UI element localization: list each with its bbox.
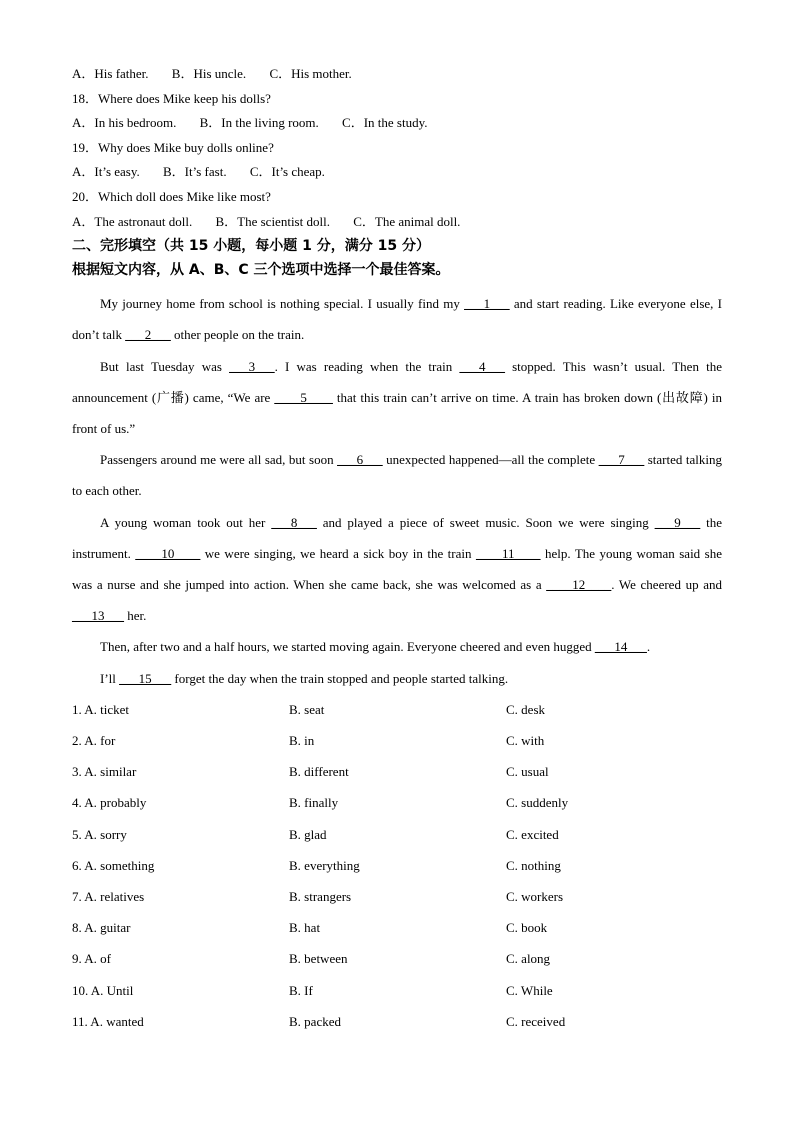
blank-6: ___6___ [337, 452, 383, 468]
option-b: B. seat [289, 701, 325, 717]
option-c: C. usual [506, 764, 549, 780]
text: help. The young woman said she was a nurse and she jumped into action. When she came back, she was welcomed as a [72, 545, 722, 592]
option-b: B. packed [289, 1013, 341, 1029]
paragraph-6 [72, 663, 722, 694]
option-c: C. While [506, 982, 553, 998]
text: other people on the train. [170, 327, 305, 343]
paragraph-4 [72, 507, 722, 632]
q19-options [72, 160, 722, 185]
option-b: B. different [289, 764, 349, 780]
options-list [72, 694, 722, 1037]
text: A young woman took out her [100, 514, 272, 530]
text: . I was reading when the train [274, 358, 460, 374]
blank-3: ___3___ [229, 358, 275, 374]
option-a: 2. A. for [72, 733, 116, 748]
section-instruction: 根据短文内容，从 A、B、C 三个选项中选择一个最佳答案。 [72, 262, 450, 279]
option-a: A．His father. [72, 66, 149, 81]
option-b: B. between [289, 951, 348, 967]
blank-10: ____10____ [135, 545, 201, 561]
option-b: B．The scientist doll. [215, 213, 330, 229]
blank-4: ___4___ [459, 358, 505, 374]
option-row [72, 725, 722, 756]
blank-13: ___13___ [72, 608, 124, 624]
option-a: 3. A. similar [72, 764, 137, 780]
q18-options [72, 111, 722, 136]
blank-7: ___7___ [598, 452, 645, 468]
text: Then, after two and a half hours, we started moving again. Everyone cheered and even hugged [100, 639, 595, 655]
option-a: A．It’s easy. [72, 164, 140, 180]
text: the instrument. [72, 514, 722, 561]
option-b: B．In the living room. [199, 115, 319, 131]
blank-9: ___9___ [654, 514, 701, 530]
option-a: 6. A. something [72, 857, 155, 873]
blank-2: ___2___ [125, 327, 171, 343]
text: But last Tuesday was [100, 358, 230, 374]
option-c: C．The animal doll. [353, 213, 461, 229]
blank-14: ___14___ [594, 639, 647, 655]
option-a: 9. A. of [72, 951, 111, 967]
blank-12: ____12____ [546, 576, 612, 592]
option-b: B．It’s fast. [163, 164, 227, 180]
blank-8: ___8___ [271, 514, 317, 530]
option-row [72, 1006, 722, 1037]
option-row [72, 694, 722, 725]
option-row [72, 819, 722, 850]
option-a: 7. A. relatives [72, 889, 145, 905]
cloze-passage [72, 288, 722, 694]
option-row [72, 881, 722, 912]
text: that this train can’t arrive on time. A train has broken down (出故障) in front of us.” [72, 389, 722, 436]
option-a: A．In his bedroom. [72, 115, 177, 131]
option-c: C. excited [506, 826, 559, 842]
text: . We cheered up and [611, 576, 722, 592]
option-b: B. strangers [289, 889, 352, 905]
option-c: C．It’s cheap. [249, 164, 325, 180]
option-c: C. nothing [506, 857, 561, 873]
paragraph-2 [72, 351, 722, 445]
option-c: C. desk [506, 701, 545, 717]
option-c: C. along [506, 951, 551, 967]
q20-question: 20．Which doll does Mike like most? [72, 188, 271, 204]
option-a: A．The astronaut doll. [72, 213, 193, 229]
option-c: C. with [506, 733, 545, 748]
text: Passengers around me were all sad, but soon [100, 452, 338, 468]
section-title: 二、完形填空（共 15 小题，每小题 1 分，满分 15 分） [72, 238, 430, 255]
q20-options [72, 210, 722, 235]
blank-11: ____11____ [475, 545, 541, 561]
text: her. [124, 608, 147, 624]
paragraph-3 [72, 444, 722, 506]
option-a: 8. A. guitar [72, 920, 131, 936]
option-row [72, 912, 722, 943]
option-c: C．In the study. [342, 115, 428, 131]
option-row [72, 943, 722, 974]
option-b: B. everything [289, 857, 360, 873]
paragraph-5 [72, 631, 722, 662]
text: forget the day when the train stopped and people started talking. [171, 670, 509, 686]
option-a: 1. A. ticket [72, 701, 130, 717]
text: and start reading. Like everyone else, I don’t talk [72, 296, 722, 343]
text: we were singing, we heard a sick boy in the train [200, 545, 476, 561]
blank-1: ___1___ [464, 296, 510, 312]
q17-options [72, 62, 722, 87]
paragraph-1 [72, 288, 722, 350]
q18-question: 18．Where does Mike keep his dolls? [72, 90, 271, 106]
option-c: C. received [506, 1013, 566, 1029]
text: started talking to each other. [72, 452, 722, 499]
option-row [72, 850, 722, 881]
exam-page [72, 62, 722, 1037]
option-c: C. workers [506, 889, 564, 905]
option-row [72, 975, 722, 1006]
blank-15: ___15___ [119, 670, 172, 686]
option-b: B．His uncle. [171, 66, 247, 81]
text: and played a piece of sweet music. Soon we were singing [316, 514, 655, 530]
text: I’ll [100, 670, 120, 686]
option-b: B. in [289, 733, 315, 748]
option-a: 5. A. sorry [72, 826, 127, 842]
option-a: 11. A. wanted [72, 1013, 144, 1029]
option-b: B. finally [289, 795, 339, 811]
option-c: C. suddenly [506, 795, 569, 811]
option-row [72, 756, 722, 787]
text: . [646, 639, 651, 655]
option-b: B. glad [289, 826, 327, 842]
option-a: 10. A. Until [72, 982, 134, 998]
text: unexpected happened—all the complete [382, 452, 599, 468]
option-b: B. hat [289, 920, 321, 936]
text: stopped. This wasn’t usual. Then the announcement (广播) came, “We are [72, 358, 723, 405]
q19-question: 19．Why does Mike buy dolls online? [72, 139, 274, 155]
blank-5: ____5____ [274, 389, 333, 405]
option-c: C. book [506, 920, 548, 936]
text: My journey home from school is nothing special. I usually find my [100, 296, 465, 312]
option-row [72, 787, 722, 818]
option-a: 4. A. probably [72, 795, 147, 811]
option-b: B. If [289, 982, 313, 998]
option-c: C．His mother. [269, 66, 352, 81]
